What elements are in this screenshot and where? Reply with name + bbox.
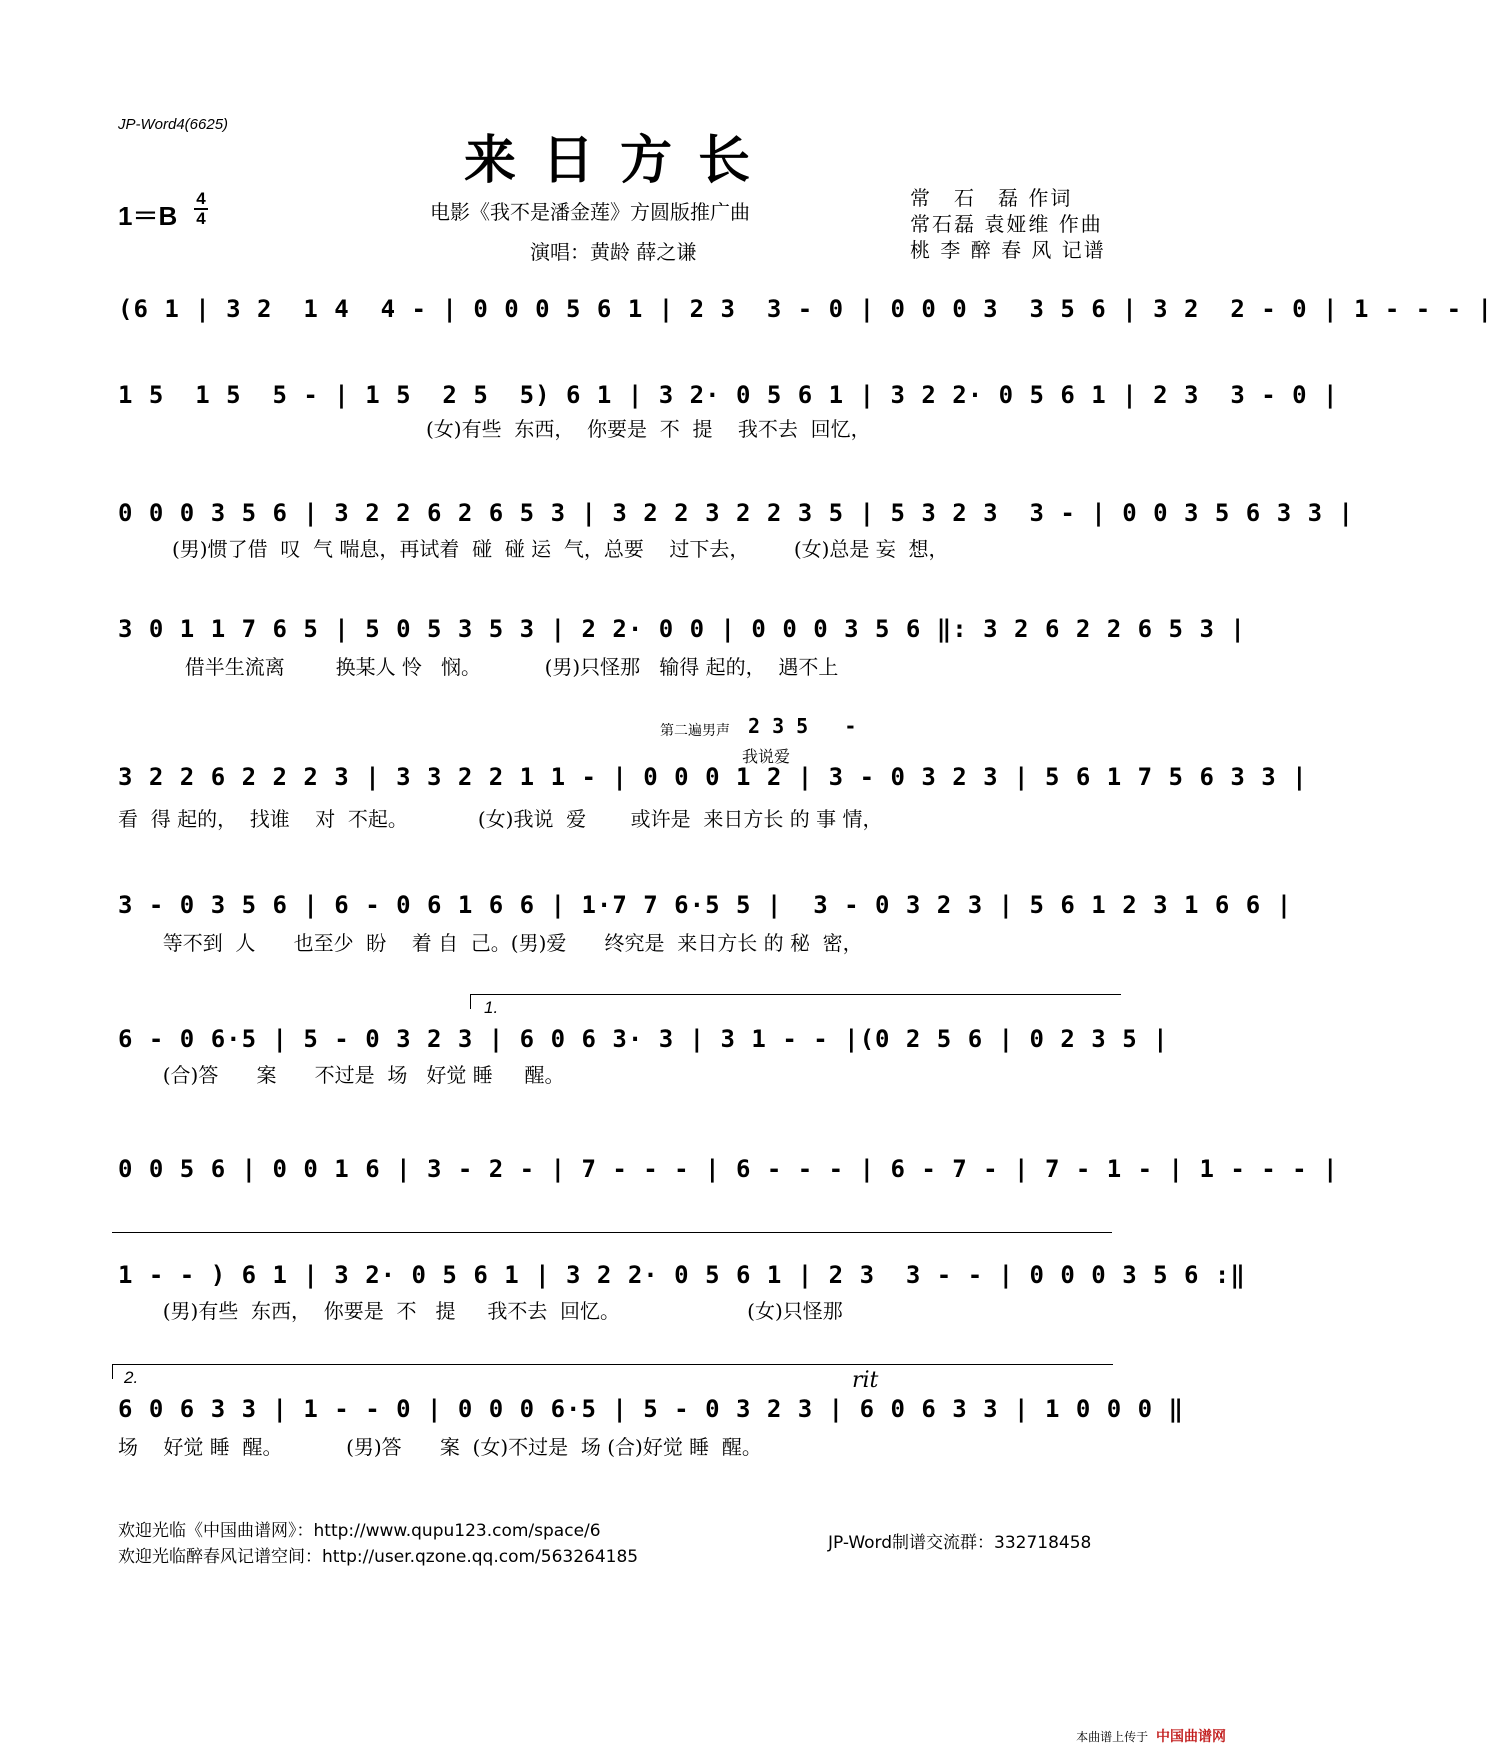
score-row-7-notes: 6 - 0 6·5 | 5 - 0 3 2 3 | 6 0 6 3· 3 | 3 1 - - |(0 2 5 6 | 0 2 3 5 | — [118, 1025, 1169, 1053]
score-row-10-notes: 6 0 6 3 3 | 1 - - 0 | 0 0 0 6·5 | 5 - 0 3 2 3 | 6 0 6 3 3 | 1 0 0 0 ‖ — [118, 1395, 1184, 1423]
lyricist-credit: 常 石 磊 作词 — [910, 186, 1073, 210]
footer-link-1: 欢迎光临《中国曲谱网》：http://www.qupu123.com/space/6 — [118, 1521, 601, 1541]
volta-2-label: 2. — [124, 1368, 139, 1387]
upload-text: 本曲谱上传于 — [1076, 1730, 1149, 1744]
score-row-6-lyrics: 等不到 人 也至少 盼 着 自 己。(男)爱 终究是 来日方长 的 秘 密， — [150, 931, 863, 955]
upload-note — [1076, 1726, 1226, 1746]
score-row-4-notes: 3 0 1 1 7 6 5 | 5 0 5 3 5 3 | 2 2· 0 0 | 0 0 0 3 5 6 ‖: 3 2 6 2 2 6 5 3 | — [118, 615, 1246, 643]
source-tag: JP-Word4(6625) — [118, 116, 229, 133]
score-row-3-lyrics: (男)惯了借 叹 气 喘息，再试着 碰 碰 运 气，总要 过下去， (女)总是 妄 想， — [172, 537, 949, 561]
meter-top: 4 — [196, 189, 206, 208]
site-logo: 中国曲谱网 — [1156, 1729, 1226, 1745]
meter-bottom: 4 — [196, 209, 206, 228]
score-row-3-notes: 0 0 0 3 5 6 | 3 2 2 6 2 6 5 3 | 3 2 2 3 2 2 3 5 | 5 3 2 3 3 - | 0 0 3 5 6 3 3 | — [118, 499, 1354, 527]
footer-group: JP-Word制谱交流群：332718458 — [828, 1533, 1092, 1553]
second-pass-notes: 2 3 5 - — [748, 714, 857, 738]
score-row-6-notes: 3 - 0 3 5 6 | 6 - 0 6 1 6 6 | 1·7 7 6·5 5 | 3 - 0 3 2 3 | 5 6 1 2 3 1 6 6 | — [118, 891, 1293, 919]
score-row-5-notes: 3 2 2 6 2 2 2 3 | 3 3 2 2 1 1 - | 0 0 0 1 2 | 3 - 0 3 2 3 | 5 6 1 7 5 6 3 3 | — [118, 763, 1308, 791]
volta-1-label: 1. — [484, 998, 499, 1017]
composer-credit: 常石磊 袁娅维 作曲 — [910, 212, 1103, 236]
score-row-5-lyrics: 看 得 起的， 找谁 对 不起。 (女)我说 爱 或许是 来日方长 的 事 情， — [118, 807, 883, 831]
song-title: 来日方长 — [463, 130, 776, 191]
key-signature: 1＝B — [118, 201, 178, 231]
score-row-2-lyrics: (女)有些 东西， 你要是 不 提 我不去 回忆， — [426, 417, 871, 441]
transcriber-credit: 桃 李 醉 春 风 记谱 — [910, 238, 1106, 262]
volta-1-bracket — [470, 994, 1121, 1009]
score-row-10-lyrics: 场 好觉 睡 醒。 (男)答 案 (女)不过是 场 (合)好觉 睡 醒。 — [118, 1435, 762, 1459]
time-signature — [194, 190, 208, 228]
score-row-2-notes: 1 5 1 5 5 - | 1 5 2 5 5) 6 1 | 3 2· 0 5 6 1 | 3 2 2· 0 5 6 1 | 2 3 3 - 0 | — [118, 381, 1339, 409]
singers: 演唱：黄龄 薛之谦 — [530, 240, 697, 264]
score-row-4-lyrics: 借半生流离 换某人 怜 悯。 (男)只怪那 输得 起的， 遇不上 — [172, 655, 839, 679]
score-row-9-notes: 1 - - ) 6 1 | 3 2· 0 5 6 1 | 3 2 2· 0 5 6 1 | 2 3 3 - - | 0 0 0 3 5 6 :‖ — [118, 1261, 1246, 1289]
score-row-7-lyrics: (合)答 案 不过是 场 好觉 睡 醒。 — [150, 1063, 565, 1087]
score-row-8-notes: 0 0 5 6 | 0 0 1 6 | 3 - 2 - | 7 - - - | 6 - - - | 6 - 7 - | 7 - 1 - | 1 - - - | — [118, 1155, 1339, 1183]
score-row-1-notes: (6 1 | 3 2 1 4 4 - | 0 0 0 5 6 1 | 2 3 3 - 0 | 0 0 0 3 3 5 6 | 3 2 2 - 0 | 1 - - - | — [118, 295, 1493, 323]
second-pass-lyric: 我说爱 — [742, 747, 791, 766]
volta-2-bracket — [112, 1364, 1113, 1379]
score-row-9-lyrics: (男)有些 东西， 你要是 不 提 我不去 回忆。 (女)只怪那 — [150, 1299, 843, 1323]
tempo-mark: rit — [852, 1368, 879, 1393]
volta-1-extension — [112, 1232, 1112, 1233]
second-pass-label: 第二遍男声 — [660, 723, 730, 739]
subtitle: 电影《我不是潘金莲》方圆版推广曲 — [430, 200, 750, 224]
footer-link-2: 欢迎光临醉春风记谱空间：http://user.qzone.qq.com/563264185 — [118, 1547, 639, 1567]
